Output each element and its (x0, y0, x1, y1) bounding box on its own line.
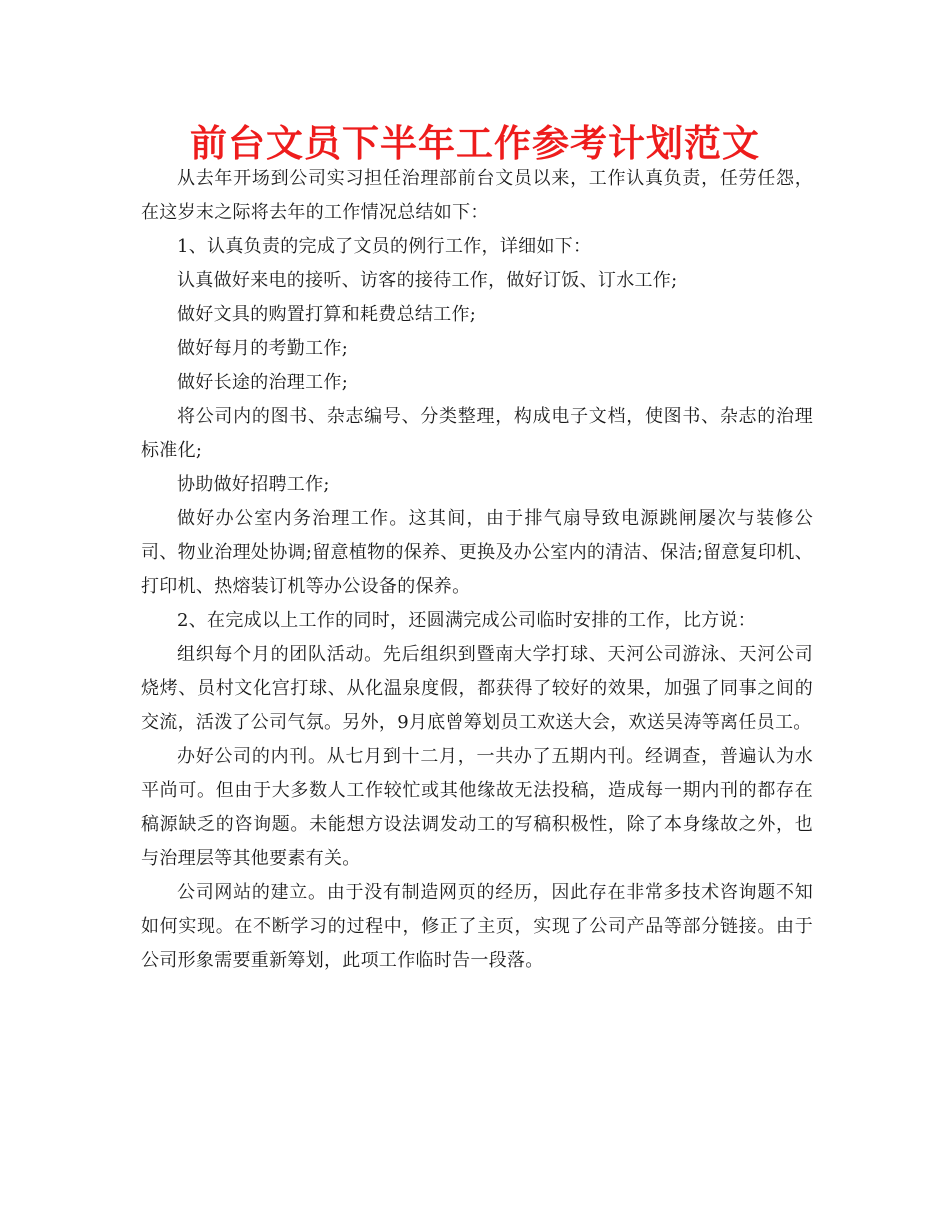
paragraph: 认真做好来电的接听、访客的接待工作，做好订饭、订水工作; (177, 270, 678, 291)
paragraph: 公司网站的建立。由于没有制造网页的经历，因此存在非常多技术咨询题不知如何实现。在不断学习的过程中，修正了主页，实现了公司产品等部分链接。由于公司形象需要重新筹划，此项工作临时告一段落。 (141, 882, 813, 971)
paragraph: 2、在完成以上工作的同时，还圆满完成公司临时安排的工作，比方说： (177, 610, 757, 631)
document-body (141, 162, 813, 978)
paragraph: 做好文具的购置打算和耗费总结工作; (177, 304, 477, 325)
paragraph: 办好公司的内刊。从七月到十二月，一共办了五期内刊。经调查，普遍认为水平尚可。但由于大多数人工作较忙或其他缘故无法投稿，造成每一期内刊的都存在稿源缺乏的咨询题。未能想方设法调发动工的写稿积极性，除了本身缘故之外，也与治理层等其他要素有关。 (141, 746, 813, 869)
paragraph: 将公司内的图书、杂志编号、分类整理，构成电子文档，使图书、杂志的治理标准化; (141, 406, 813, 461)
paragraph: 做好办公室内务治理工作。这其间，由于排气扇导致电源跳闸屡次与装修公司、物业治理处协调;留意植物的保养、更换及办公室内的清洁、保洁;留意复印机、打印机、热熔装订机等办公设备的保养。 (141, 508, 813, 597)
paragraph: 1、认真负责的完成了文员的例行工作，详细如下： (177, 236, 592, 257)
paragraph: 做好长途的治理工作; (177, 372, 349, 393)
paragraph: 做好每月的考勤工作; (177, 338, 349, 359)
document-title: 前台文员下半年工作参考计划范文 (190, 122, 760, 165)
paragraph: 协助做好招聘工作; (177, 474, 330, 495)
paragraph: 从去年开场到公司实习担任治理部前台文员以来，工作认真负责，任劳任怨，在这岁末之际将去年的工作情况总结如下： (141, 168, 813, 223)
paragraph: 组织每个月的团队活动。先后组织到暨南大学打球、天河公司游泳、天河公司烧烤、员村文化宫打球、从化温泉度假，都获得了较好的效果，加强了同事之间的交流，活泼了公司气氛。另外，9月底曾筹划员工欢送大会，欢送吴涛等离任员工。 (141, 644, 813, 733)
